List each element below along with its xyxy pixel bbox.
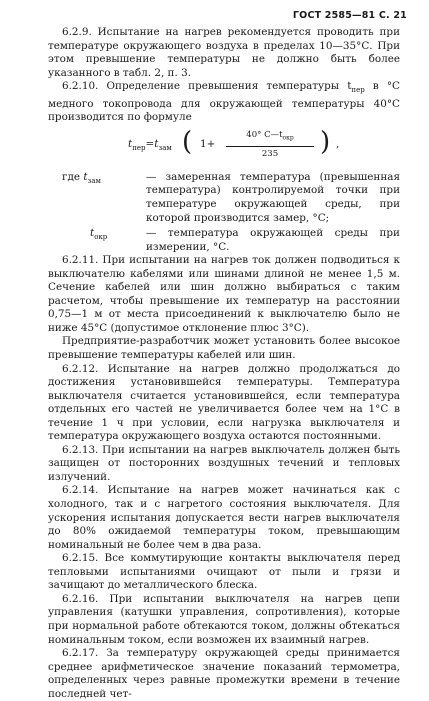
paragraph-6-2-9: 6.2.9. Испытание на нагрев рекомендуется проводить при температуре окружающего воздуха в пределах 10—35°С. При этом превышение температуры не должно быть более указанного в табл. 2, п. 3. bbox=[48, 26, 400, 79]
paragraph-6-2-14: 6.2.14. Испытание на нагрев может начинаться как с холодного, так и с нагретого состояния выключателя. Для ускорения испытания допускается вести нагрев выключателя до 80% ожидаемой температуры током, превышающим номинальный не более чем в два раза. bbox=[48, 484, 400, 551]
p2-text: 6.2.10. Определение превышения температуры t bbox=[62, 80, 352, 93]
formula bbox=[48, 127, 400, 167]
t-okr-sub: окр bbox=[94, 233, 108, 242]
paragraph-6-2-17: 6.2.17. За температуру окружающей среды принимается среднее арифметическое значение показаний термометра, определенных через равные промежутки времени в течение последней чет- bbox=[48, 647, 400, 700]
formula-t-per: t bbox=[128, 137, 133, 150]
formula-numerator bbox=[226, 129, 314, 147]
paragraph-6-2-13: 6.2.13. При испытании на нагрев выключатель должен быть защищен от посторонних воздушных течений и тепловых излучений. bbox=[48, 443, 400, 483]
t-zam-symbol: t bbox=[83, 170, 88, 183]
t-zam-sub: зам bbox=[87, 176, 101, 185]
formula-fraction bbox=[226, 129, 314, 162]
formula-comma: , bbox=[336, 137, 340, 150]
paragraph-6-2-10 bbox=[48, 80, 400, 125]
page-header: ГОСТ 2585—81 С. 21 bbox=[292, 10, 407, 21]
formula-lhs bbox=[128, 138, 172, 156]
paragraph-6-2-16: 6.2.16. При испытании выключателя на нагрев цепи управления (катушки управления, сопротивления), которые при нормальной работе обтекаются током, должны обтекаться номинальным током, если возможен их взаимный нагрев. bbox=[48, 592, 400, 646]
definition-text-zam: — замеренная температура (превышенная температура) контролируемой точки при температуре окружающей среды, при которой производится замер, °С; bbox=[146, 170, 400, 224]
definition-label-okr bbox=[90, 227, 107, 245]
formula-denominator: 235 bbox=[261, 149, 279, 160]
page-body bbox=[48, 26, 400, 701]
definition-label-zam bbox=[62, 171, 101, 189]
numerator-sub: окр bbox=[282, 134, 294, 142]
p2-subscript: пер bbox=[351, 86, 365, 95]
paragraph-developer-note: Предприятие-разработчик может установить более высокое превышение температуры кабелей или шин. bbox=[48, 335, 400, 362]
formula-equals: = bbox=[145, 137, 155, 150]
paragraph-6-2-11: 6.2.11. При испытании на нагрев ток должен подводиться к выключателю кабелями или шинами длиной не менее 1,5 м. Сечение кабелей или шин должно выбираться с таким расчетом, чтобы превышение их температур на расстоянии 0,75—1 м от места присоединений к выключателю было не ниже 45°С (допустимое отклонение плюс 3°С). bbox=[48, 254, 400, 334]
where-word: где bbox=[62, 170, 80, 183]
t-okr-symbol: t bbox=[90, 227, 95, 240]
paragraph-6-2-12: 6.2.12. Испытание на нагрев должно продолжаться до достижения установившейся температуры. Температура выключателя считается установившейся, если температура отдельных его частей не увеличивается более чем на 1°С в течение 1 ч при условии, если нагрузка выключателя и температура окружающего воздуха остаются постоянными. bbox=[48, 362, 400, 443]
formula-close-paren: ) bbox=[320, 126, 331, 157]
definition-t-zam bbox=[48, 171, 400, 225]
formula-sub-zam: зам bbox=[158, 143, 172, 152]
formula-sub-per: пер bbox=[132, 143, 146, 152]
p2-rest: в °С медного токопровода для окружающей температуры 40°С производится по формуле bbox=[48, 80, 400, 124]
formula-one-plus: 1+ bbox=[200, 137, 216, 150]
paragraph-6-2-15: 6.2.15. Все коммутирующие контакты выключателя перед тепловыми испытаниями очищают от пыли и грязи и зачищают до металлического блеска. bbox=[48, 552, 400, 592]
formula-open-paren: ( bbox=[182, 126, 193, 157]
numerator-text: 40° С—t bbox=[246, 129, 283, 140]
definition-t-okr bbox=[48, 227, 400, 254]
formula-t-zam: t bbox=[154, 137, 159, 150]
definitions bbox=[48, 171, 400, 254]
definition-text-okr: — температура окружающей среды при измерении, °С. bbox=[146, 227, 400, 253]
